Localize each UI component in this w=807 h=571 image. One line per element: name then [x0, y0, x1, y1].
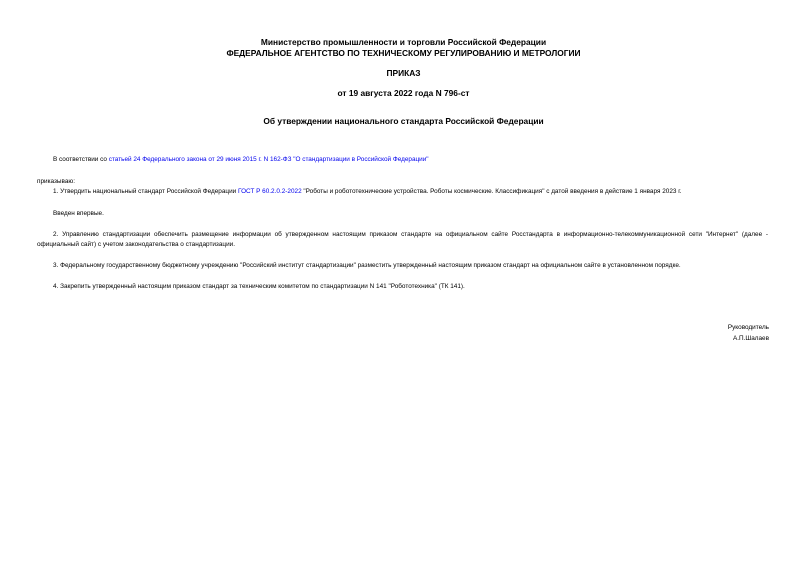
item-1-paragraph: [53, 187, 682, 197]
document-header: [0, 37, 807, 59]
signature-position: Руководитель: [727, 324, 769, 331]
agency-name: ФЕДЕРАЛЬНОЕ АГЕНТСТВО ПО ТЕХНИЧЕСКОМУ РЕГУЛИРОВАНИЮ И МЕТРОЛОГИИ: [226, 48, 581, 58]
signature-name: А.П.Шалаев: [732, 335, 769, 342]
preamble-paragraph: [53, 155, 429, 165]
document-date-number: от 19 августа 2022 года N 796-ст: [337, 88, 470, 98]
gost-standard-link[interactable]: ГОСТ Р 60.2.0.2-2022: [237, 188, 302, 195]
item-1-suffix: "Роботы и робототехнические устройства. Роботы космические. Классификация" с датой введения в действие 1 января 2023 г.: [301, 188, 682, 195]
federal-law-link[interactable]: статьей 24 Федерального закона от 29 июня 2015 г. N 162-ФЗ "О стандартизации в Российской Федерации": [108, 156, 429, 163]
introduced-first-note: Введен впервые.: [53, 210, 104, 217]
ministry-name: Министерство промышленности и торговли Российской Федерации: [260, 37, 547, 47]
preamble-text: В соответствии со: [53, 156, 109, 163]
document-title: Об утверждении национального стандарта Российской Федерации: [263, 116, 544, 126]
item-2-paragraph: 2. Управлению стандартизации обеспечить размещение информации об утвержденном настоящим приказом стандарте на официальном сайте Росстандарта в информационно-телекоммуникационной сети "Интернет" (далее - официальный сайт) с учетом законодательства о стандартизации.: [37, 231, 768, 248]
item-3-paragraph: 3. Федеральному государственному бюджетному учреждению "Российский институт стандартизации" разместить утвержденный настоящим приказом стандарт на официальном сайте в установленном порядке.: [53, 262, 681, 269]
document-type: ПРИКАЗ: [386, 68, 421, 78]
item-1-prefix: 1. Утвердить национальный стандарт Российской Федерации: [53, 188, 238, 195]
item-4-paragraph: 4. Закрепить утвержденный настоящим приказом стандарт за техническим комитетом по стандартизации N 141 "Робототехника" (ТК 141).: [53, 283, 465, 290]
orders-word: приказываю:: [37, 178, 75, 185]
